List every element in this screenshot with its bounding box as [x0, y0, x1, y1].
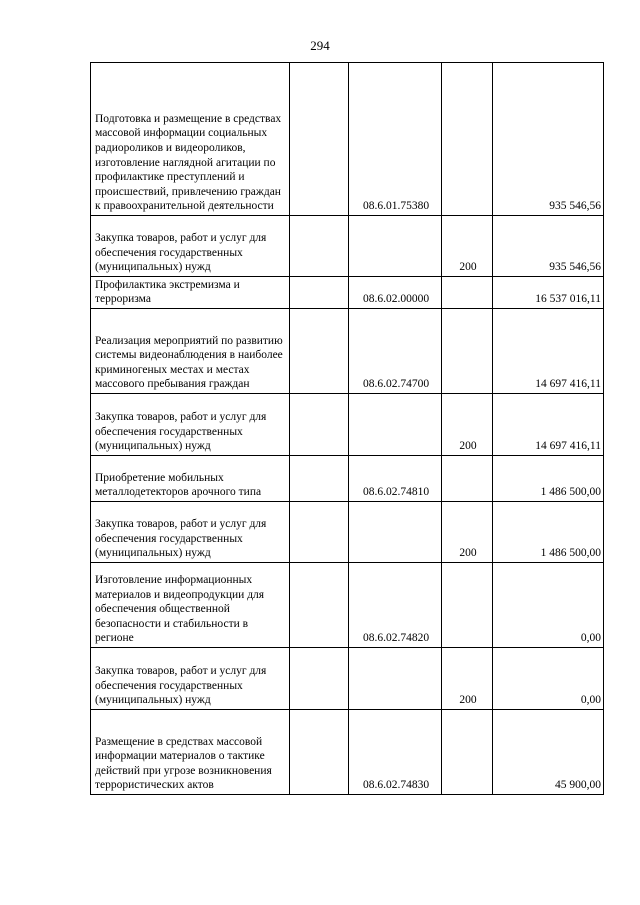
row-col2-cell: [290, 277, 349, 309]
row-type-cell: [442, 563, 493, 648]
row-name-cell: [91, 63, 290, 216]
row-name: Подготовка и размещение в средствах массовой информации социальных радиороликов и видеороликов, изготовление наглядной агитации по профилактике преступлений и происшествий, привлечению граждан к правоохранительной деятельности: [95, 112, 282, 213]
row-type-cell: [442, 277, 493, 309]
row-name: Реализация мероприятий по развитию системы видеонаблюдения в наиболее криминогеных местах и местах массового пребывания граждан: [95, 334, 283, 391]
row-col2-cell: [290, 63, 349, 216]
budget-table: [90, 62, 604, 795]
row-name: Профилактика экстремизма и терроризма: [95, 278, 240, 306]
row-name-cell: [91, 277, 290, 309]
row-amount-cell: 1 486 500,00: [493, 456, 604, 502]
row-col2-cell: [290, 648, 349, 710]
row-code-cell: 08.6.01.75380: [349, 63, 442, 216]
row-name: Закупка товаров, работ и услуг для обеспечения государственных (муниципальных) нужд: [95, 411, 267, 453]
row-code-cell: 08.6.02.74830: [349, 710, 442, 795]
row-name-cell: [91, 309, 290, 394]
row-code-cell: [349, 502, 442, 563]
table-row: [91, 277, 604, 309]
row-name: Закупка товаров, работ и услуг для обеспечения государственных (муниципальных) нужд: [95, 665, 267, 707]
row-name-cell: [91, 216, 290, 277]
row-col2-cell: [290, 394, 349, 456]
table-row: [91, 456, 604, 502]
row-code-cell: [349, 648, 442, 710]
row-amount-cell: 14 697 416,11: [493, 394, 604, 456]
row-col2-cell: [290, 502, 349, 563]
row-amount-cell: 935 546,56: [493, 63, 604, 216]
row-name: Приобретение мобильных металлодетекторов арочного типа: [95, 471, 262, 499]
row-type-cell: [442, 710, 493, 795]
page-number: 294: [310, 38, 330, 53]
row-col2-cell: [290, 456, 349, 502]
row-amount-cell: 935 546,56: [493, 216, 604, 277]
row-code-cell: [349, 216, 442, 277]
row-name: Изготовление информационных материалов и видеопродукции для обеспечения общественной безопасности и стабильности в регионе: [95, 574, 265, 645]
table-row: [91, 216, 604, 277]
row-type-cell: 200: [442, 648, 493, 710]
row-type-cell: 200: [442, 502, 493, 563]
row-type-cell: [442, 456, 493, 502]
row-col2-cell: [290, 309, 349, 394]
row-type-cell: 200: [442, 394, 493, 456]
row-name-cell: [91, 394, 290, 456]
row-code-cell: 08.6.02.74810: [349, 456, 442, 502]
row-col2-cell: [290, 710, 349, 795]
table-row: [91, 394, 604, 456]
row-name-cell: [91, 563, 290, 648]
row-name: Закупка товаров, работ и услуг для обеспечения государственных (муниципальных) нужд: [95, 232, 267, 274]
table-row: [91, 563, 604, 648]
row-name-cell: [91, 648, 290, 710]
row-name: Закупка товаров, работ и услуг для обеспечения государственных (муниципальных) нужд: [95, 518, 267, 560]
row-name-cell: [91, 502, 290, 563]
row-amount-cell: 45 900,00: [493, 710, 604, 795]
row-amount-cell: 0,00: [493, 648, 604, 710]
row-code-cell: 08.6.02.74820: [349, 563, 442, 648]
table-row: [91, 710, 604, 795]
row-col2-cell: [290, 216, 349, 277]
row-amount-cell: 1 486 500,00: [493, 502, 604, 563]
row-amount-cell: 16 537 016,11: [493, 277, 604, 309]
row-name: Размещение в средствах массовой информации материалов о тактике действий при угрозе возникновения террористических актов: [95, 735, 272, 792]
row-code-cell: [349, 394, 442, 456]
table-row: [91, 63, 604, 216]
row-code-cell: 08.6.02.74700: [349, 309, 442, 394]
table-row: [91, 648, 604, 710]
row-type-cell: [442, 309, 493, 394]
row-type-cell: [442, 63, 493, 216]
row-type-cell: 200: [442, 216, 493, 277]
table-row: [91, 309, 604, 394]
row-name-cell: [91, 710, 290, 795]
table-row: [91, 502, 604, 563]
row-amount-cell: 0,00: [493, 563, 604, 648]
row-col2-cell: [290, 563, 349, 648]
row-code-cell: 08.6.02.00000: [349, 277, 442, 309]
table-body: [91, 63, 604, 795]
row-amount-cell: 14 697 416,11: [493, 309, 604, 394]
row-name-cell: [91, 456, 290, 502]
